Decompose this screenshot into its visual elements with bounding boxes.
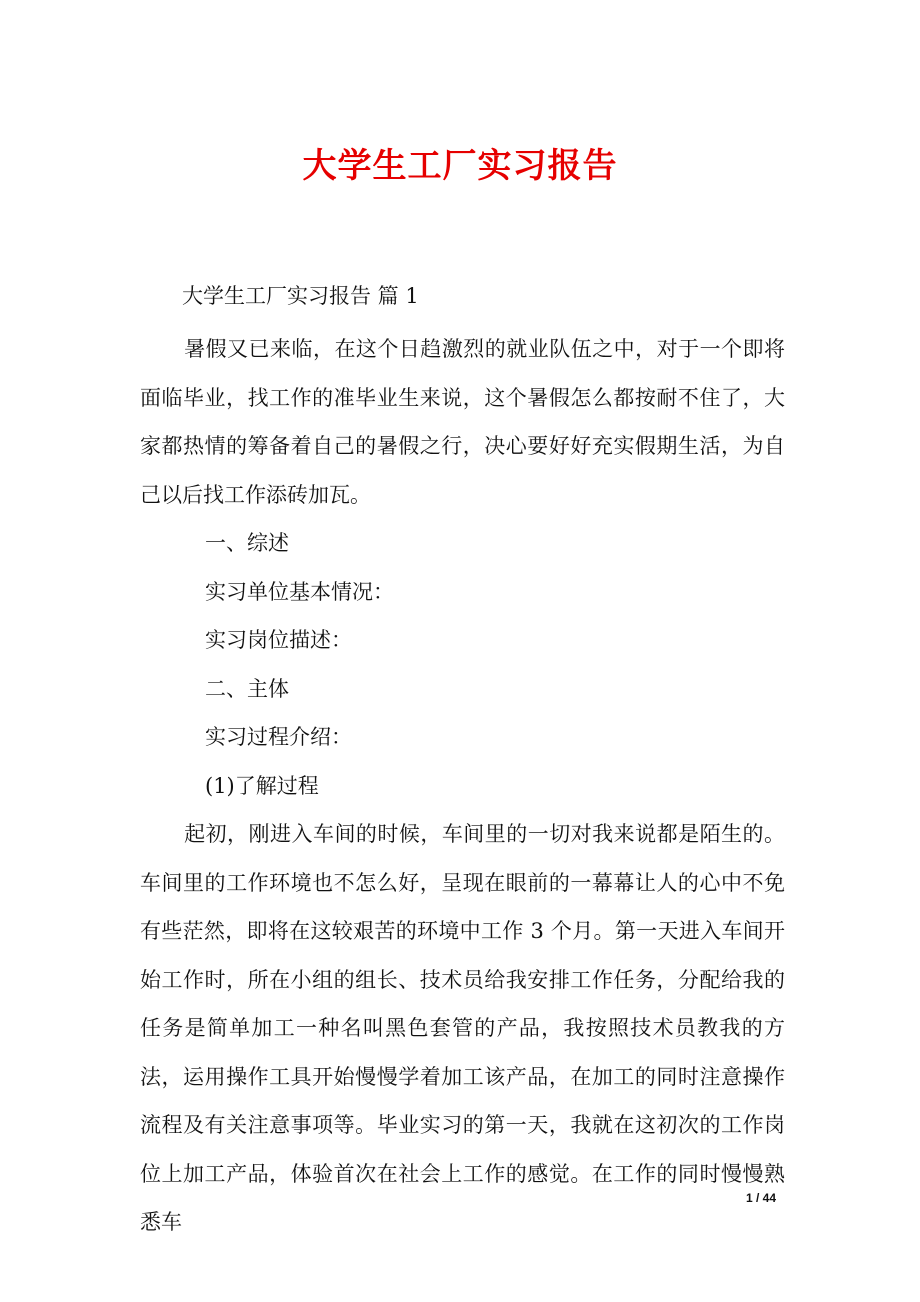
heading-position-description: 实习岗位描述： <box>205 628 352 652</box>
process-paragraph: 起初，刚进入车间的时候，车间里的一切对我来说都是陌生的。车间里的工作环境也不怎么好，呈现在眼前的一幕幕让人的心中不免有些茫然，即将在这较艰苦的环境中工作 3 个月。第一天进入车间开始工作时，所在小组的组长、技术员给我安排工作任务，分配给我的任务是简单加工一种名叫黑色套管的产品，我按照技术员教我的方法，运用操作工具开始慢慢学着加工该产品，在加工的同时注意操作流程及有关注意事项等。毕业实习的第一天，我就在这初次的工作岗位上加工产品，体验首次在社会上工作的感觉。在工作的同时慢慢熟悉车 <box>140 822 785 1234</box>
heading-main-body: 二、主体 <box>205 676 289 701</box>
page-number: 1 / 44 <box>745 1191 777 1205</box>
document-body <box>140 325 785 1247</box>
heading-overview: 一、综述 <box>205 531 289 555</box>
heading-company-info: 实习单位基本情况： <box>205 579 394 604</box>
document-title: 大学生工厂实习报告 <box>302 146 618 186</box>
section-heading: 大学生工厂实习报告 篇 1 <box>182 284 419 308</box>
intro-paragraph: 暑假又已来临，在这个日趋激烈的就业队伍之中，对于一个即将面临毕业，找工作的准毕业生来说，这个暑假怎么都按耐不住了，大家都热情的筹备着自己的暑假之行，决心要好好充实假期生活，为自己以后找工作添砖加瓦。 <box>140 337 785 507</box>
heading-process-intro: 实习过程介绍： <box>205 725 352 749</box>
heading-understanding-process: (1)了解过程 <box>205 773 319 798</box>
